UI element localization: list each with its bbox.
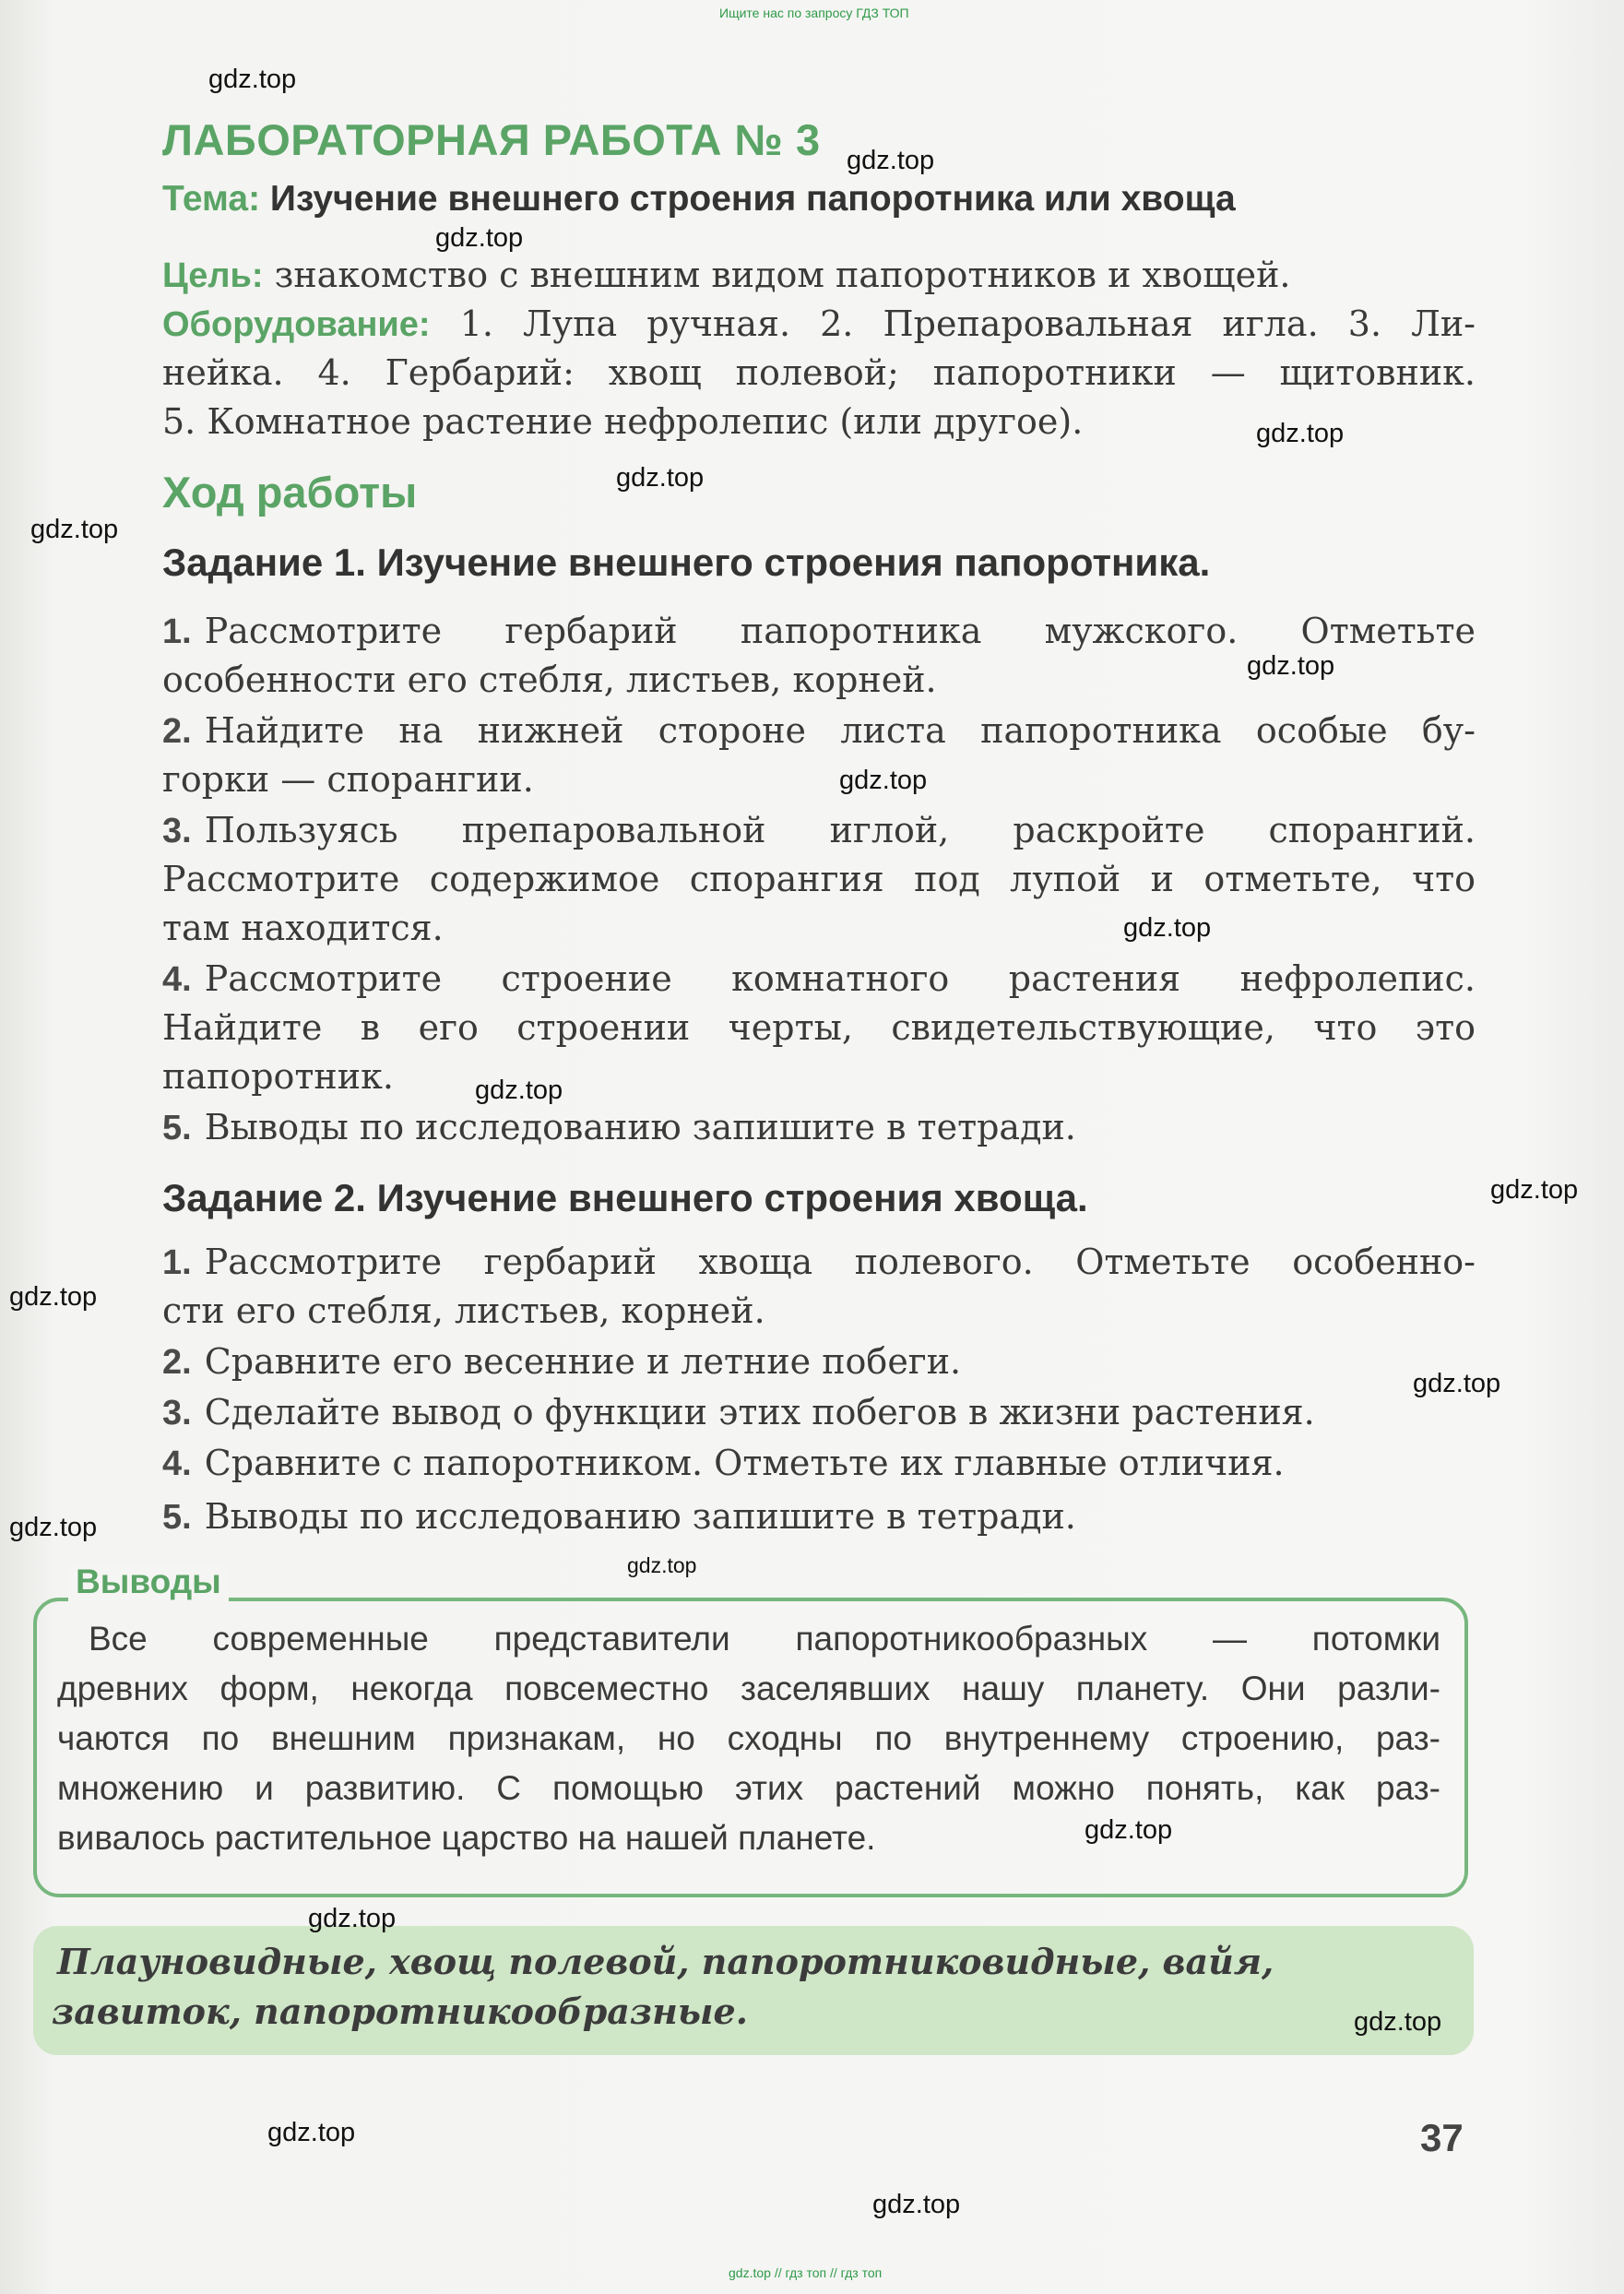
task-2-item-2 <box>162 1337 1476 1387</box>
watermark: gdz.top <box>9 1513 98 1542</box>
watermark: gdz.top <box>435 223 524 253</box>
watermark: gdz.top <box>9 1282 98 1312</box>
goal-row <box>162 251 1476 301</box>
task-2-item-5-text: Выводы по исследованию запишите в тетради. <box>204 1496 1076 1537</box>
task-2-title: Задание 2. Изучение внешнего строения хвоща. <box>162 1176 1088 1219</box>
task-1-item-4-line-3: папоротник. <box>162 1056 394 1097</box>
watermark: gdz.top <box>872 2190 961 2219</box>
task-1-item-1-line-2: особенности его стебля, листьев, корней. <box>162 660 937 700</box>
goal-text: знакомство с внешним видом папоротников и хвощей. <box>274 255 1291 295</box>
task-1-item-2-line-2: горки — спорангии. <box>162 759 534 800</box>
watermark: gdz.top <box>1354 2007 1442 2037</box>
task-1-item-3-number: 3. <box>162 812 192 850</box>
task-2-item-4 <box>162 1439 1476 1489</box>
progress-title: Ход работы <box>162 468 418 517</box>
task-1-item-3-text: Пользуясь препаровальной иглой, раскройте спорангий. <box>204 810 1476 850</box>
conclusions-label: Выводы <box>68 1563 229 1601</box>
task-2-item-5 <box>162 1492 1476 1542</box>
task-1-item-1-text: Рассмотрите гербарий папоротника мужского. Отметьте <box>204 611 1476 651</box>
task-2-item-4-text: Сравните с папоротником. Отметьте их главные отличия. <box>204 1443 1285 1483</box>
task-1-item-5-number: 5. <box>162 1109 192 1147</box>
task-1-item-1-line-1 <box>162 607 1476 656</box>
key-terms-line-1: Плауновидные, хвощ полевой, папоротниковидные, вайя, <box>57 1941 1274 1982</box>
conclusions-line-3: чаются по внешним признакам, но сходны по внутреннему строению, раз- <box>57 1719 1440 1757</box>
task-2-item-1-text: Рассмотрите гербарий хвоща полевого. Отметьте особенно- <box>204 1242 1476 1282</box>
equipment-line-3: 5. Комнатное растение нефролепис (или другое). <box>162 401 1084 442</box>
task-1-item-5 <box>162 1103 1476 1153</box>
equipment-line-1: 1. Лупа ручная. 2. Препаровальная игла. 3. Ли- <box>459 303 1476 344</box>
equipment-line-2: нейка. 4. Гербарий: хвощ полевой; папоротники — щитовник. <box>162 352 1476 393</box>
watermark: gdz.top <box>1490 1175 1579 1205</box>
equipment-label: Оборудование: <box>162 305 431 344</box>
watermark: gdz.top <box>208 65 297 94</box>
lab-title: ЛАБОРАТОРНАЯ РАБОТА № 3 <box>162 115 821 164</box>
key-terms-line-2: завиток, папоротникообразные. <box>52 1991 748 2032</box>
theme-label: Тема: <box>162 179 261 219</box>
watermark: gdz.top <box>475 1076 563 1105</box>
task-2-item-3 <box>162 1388 1476 1438</box>
watermark: gdz.top <box>1123 913 1212 943</box>
task-1-item-2-text: Найдите на нижней стороне листа папоротника особые бу- <box>204 710 1476 751</box>
task-2-item-4-number: 4. <box>162 1444 192 1483</box>
conclusions-line-2: древних форм, некогда повсеместно заселявших нашу планету. Они разли- <box>57 1670 1440 1707</box>
task-1-item-1-number: 1. <box>162 612 192 651</box>
task-2-item-1-number: 1. <box>162 1243 192 1282</box>
task-1-item-4-number: 4. <box>162 960 192 999</box>
watermark: gdz.top <box>847 146 935 175</box>
task-1-item-4-line-1 <box>162 955 1476 1004</box>
watermark: gdz.top <box>1247 651 1335 681</box>
task-1-item-3-line-1 <box>162 806 1476 855</box>
bottom-note: gdz.top // гдз топ // гдз топ <box>729 2265 883 2280</box>
task-1-item-2-number: 2. <box>162 712 192 751</box>
watermark: gdz.top <box>616 463 705 493</box>
theme-text: Изучение внешнего строения папоротника или хвоща <box>269 179 1236 219</box>
watermark: gdz.top <box>1256 419 1345 448</box>
task-2-item-2-number: 2. <box>162 1343 192 1382</box>
goal-label: Цель: <box>162 256 264 295</box>
task-2-item-3-number: 3. <box>162 1394 192 1432</box>
watermark: gdz.top <box>627 1553 697 1577</box>
watermark: gdz.top <box>1085 1815 1173 1845</box>
task-1-item-4-text: Рассмотрите строение комнатного растения нефролепис. <box>204 958 1476 999</box>
watermark: gdz.top <box>267 2118 356 2147</box>
watermark: gdz.top <box>839 766 928 795</box>
task-1-item-2-line-1 <box>162 707 1476 755</box>
conclusions-line-5: вивалось растительное царство на нашей планете. <box>57 1819 876 1857</box>
task-1-item-3-line-2: Рассмотрите содержимое спорангия под лупой и отметьте, что <box>162 859 1476 899</box>
conclusions-line-4: множению и развитию. С помощью этих растений можно понять, как раз- <box>57 1769 1440 1807</box>
equipment-row <box>162 300 1476 349</box>
conclusions-line-1: Все современные представители папоротникообразных — потомки <box>89 1620 1440 1658</box>
task-1-title: Задание 1. Изучение внешнего строения папоротника. <box>162 541 1211 584</box>
task-2-item-1-line-1 <box>162 1238 1476 1287</box>
task-2-item-3-text: Сделайте вывод о функции этих побегов в жизни растения. <box>204 1392 1315 1432</box>
watermark: gdz.top <box>1413 1369 1501 1398</box>
task-1-item-5-text: Выводы по исследованию запишите в тетради. <box>204 1107 1076 1147</box>
task-1-item-3-line-3: там находится. <box>162 908 444 948</box>
watermark: gdz.top <box>308 1904 397 1933</box>
task-2-item-2-text: Сравните его весенние и летние побеги. <box>204 1341 962 1382</box>
top-note: Ищите нас по запросу ГДЗ ТОП <box>719 6 909 20</box>
page-number: 37 <box>1420 2116 1464 2159</box>
theme-row <box>162 179 1236 220</box>
task-2-item-1-line-2: сти его стебля, листьев, корней. <box>162 1290 765 1331</box>
task-1-item-4-line-2: Найдите в его строении черты, свидетельствующие, что это <box>162 1007 1476 1048</box>
task-2-item-5-number: 5. <box>162 1498 192 1537</box>
watermark: gdz.top <box>30 515 119 544</box>
